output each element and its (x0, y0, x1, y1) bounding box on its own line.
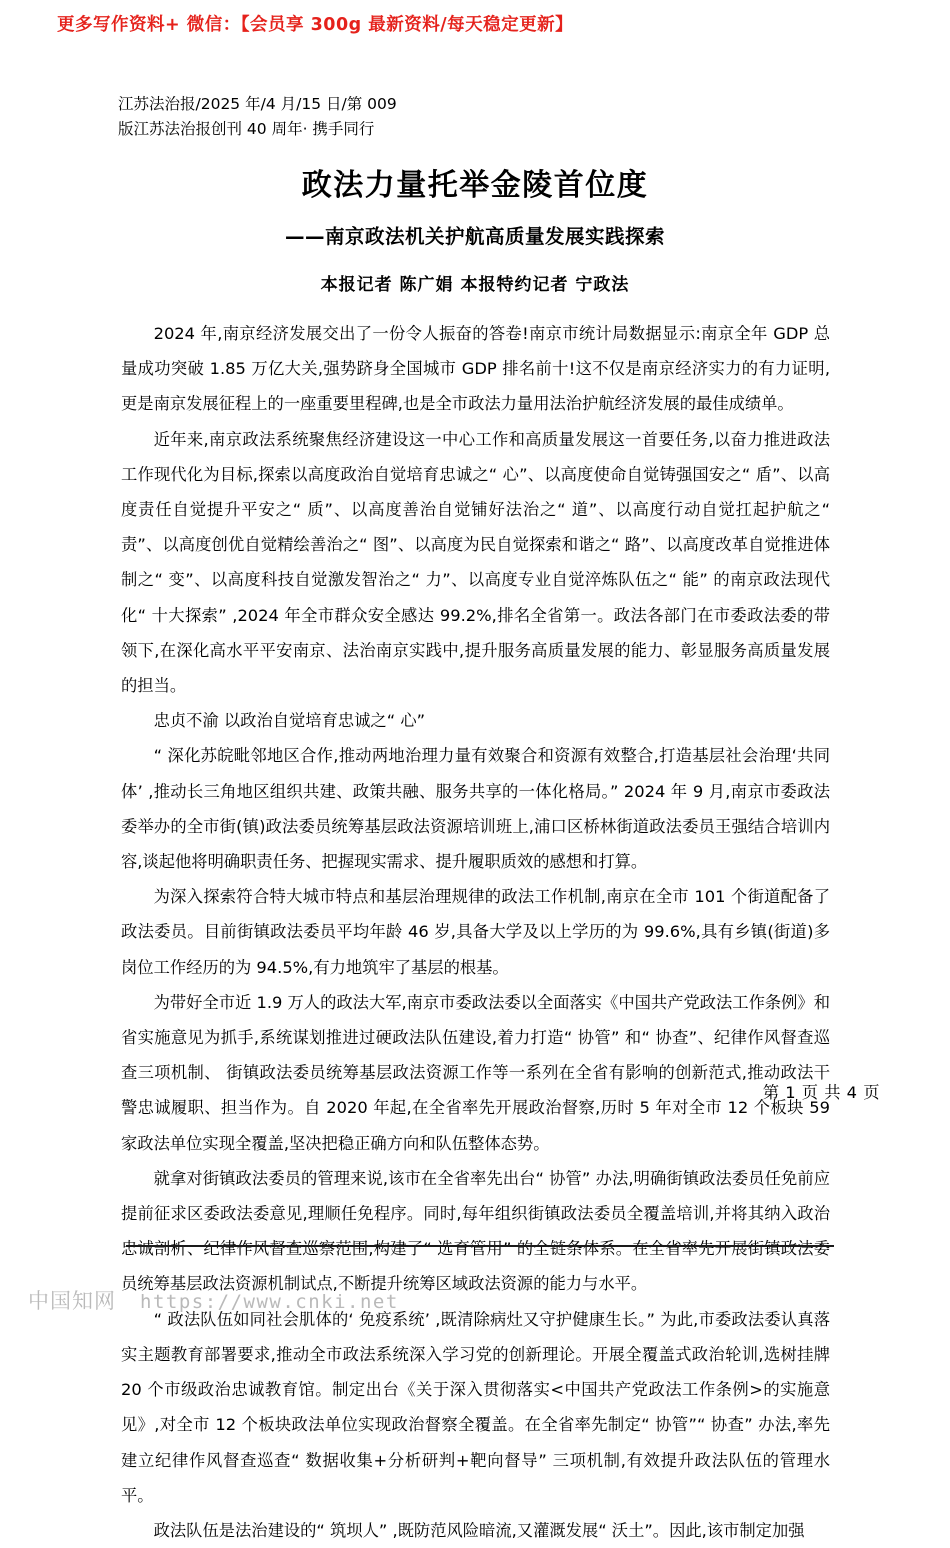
article-paragraph: 政法队伍是法治建设的“ 筑坝人” ,既防范风险暗流,又灌溉发展“ 沃土”。因此,该市制定加强 (153, 1520, 805, 1540)
masthead-line-1: 江苏法治报/2025 年/4 月/15 日/第 009 (118, 95, 397, 113)
article-paragraph: 就拿对街镇政法委员的管理来说,该市在全省率先出台“ 协管” 办法,明确街镇政法委员任免前应提前征求区委政法委意见,理顺任免程序。同时,每年组织街镇政法委员全覆盖培训,并将其纳入政治忠诚剖析、纪律作风督查巡察范围,构建了“ 选育管用” 的全链条体系。在全省率先开展街镇政法委员统筹基层政法资源机制试点,不断提升统筹区域政法资源的能力与水平。 (121, 1168, 830, 1294)
masthead (118, 92, 818, 142)
article-paragraph: 忠贞不渝 以政治自觉培育忠诚之“ 心” (153, 711, 426, 731)
article-paragraph: “ 深化苏皖毗邻地区合作,推动两地治理力量有效聚合和资源有效整合,打造基层社会治理‘共同体’ ,推动长三角地区组织共建、政策共融、服务共享的一体化格局。” 2024 年 9 月,南京市委政法委举办的全市街(镇)政法委员统筹基层政法资源培训班上,浦口区桥林街道政法委员王强结合培训内容,谈起他将明确职责任务、把握现实需求、提升履职质效的感想和打算。 (121, 746, 830, 872)
article-paragraph: 2024 年,南京经济发展交出了一份令人振奋的答卷!南京市统计局数据显示:南京全年 GDP 总量成功突破 1.85 万亿大关,强势跻身全国城市 GDP 排名前十!这不仅是南京经济实力的有力证明,更是南京发展征程上的一座重要里程碑,也是全市政法力量用法治护航经济发展的最佳成绩单。 (121, 324, 830, 414)
article-subheadline: ——南京政法机关护航高质量发展实践探索 (284, 225, 665, 248)
article-paragraph: “ 政法队伍如同社会肌体的‘ 免疫系统’ ,既清除病灶又守护健康生长。” 为此,市委政法委认真落实主题教育部署要求,推动全市政法系统深入学习党的创新理论。开展全覆盖式政治轮训,选树挂牌 20 个市级政治忠诚教育馆。制定出台《关于深入贯彻落实<中国共产党政法工作条例>的实施意见》,对全市 12 个板块政法单位实现政治督察全覆盖。在全省率先制定“ 协管”“ 协查” 办法,率先建立纪律作风督查巡查“ 数据收集+分析研判+靶向督导” 三项机制,有效提升政法队伍的管理水平。 (121, 1309, 830, 1505)
promo-banner-text: 更多写作资料+ 微信：【会员享 300g 最新资料/每天稳定更新】 (57, 15, 574, 35)
article-paragraph: 为带好全市近 1.9 万人的政法大军,南京市委政法委以全面落实《中国共产党政法工作条例》和省实施意见为抓手,系统谋划推进过硬政法队伍建设,着力打造“ 协管” 和“ 协查”、纪律作风督查巡查三项机制、 街镇政法委员统筹基层政法资源工作等一系列在全省有影响的创新范式,推动政法干警忠诚履职、担当作为。自 2020 年起,在全省率先开展政治督察,历时 5 年对全市 12 个板块 59 家政法单位实现全覆盖,坚决把稳正确方向和队伍整体态势。 (121, 992, 830, 1153)
article-body (121, 316, 830, 1548)
article-byline: 本报记者 陈广娟 本报特约记者 宁政法 (320, 275, 630, 295)
article-paragraph: 为深入探索符合特大城市特点和基层治理规律的政法工作机制,南京在全市 101 个街道配备了政法委员。目前街镇政法委员平均年龄 46 岁,具备大学及以上学历的为 99.6%,具有乡镇(街道)多岗位工作经历的为 94.5%,有力地筑牢了基层的根基。 (121, 887, 830, 977)
cnki-watermark (28, 1285, 399, 1315)
cnki-brand-name: 中国知网 (28, 1289, 116, 1313)
footer-divider (126, 1245, 834, 1247)
article-paragraph: 近年来,南京政法系统聚焦经济建设这一中心工作和高质量发展这一首要任务,以奋力推进政法工作现代化为目标,探索以高度政治自觉培育忠诚之“ 心”、以高度使命自觉铸强国安之“ 盾”、以高度责任自觉提升平安之“ 质”、以高度善治自觉铺好法治之“ 道”、以高度行动自觉扛起护航之“ 责”、以高度创优自觉精绘善治之“ 图”、以高度为民自觉探索和谐之“ 路”、以高度改革自觉推进体制之“ 变”、以高度科技自觉激发智治之“ 力”、以高度专业自觉淬炼队伍之“ 能” 的南京政法现代化“ 十大探索” ,2024 年全市群众安全感达 99.2%,排名全省第一。政法各部门在市委政法委的带领下,在深化高水平平安南京、法治南京实践中,提升服务高质量发展的能力、彰显服务高质量发展的担当。 (121, 429, 830, 696)
article-headline: 政法力量托举金陵首位度 (301, 168, 649, 203)
page-number: 第 1 页 共 4 页 (762, 1083, 880, 1102)
masthead-line-2: 版江苏法治报创刊 40 周年· 携手同行 (118, 120, 375, 139)
cnki-url: https://www.cnki.net (140, 1291, 399, 1313)
